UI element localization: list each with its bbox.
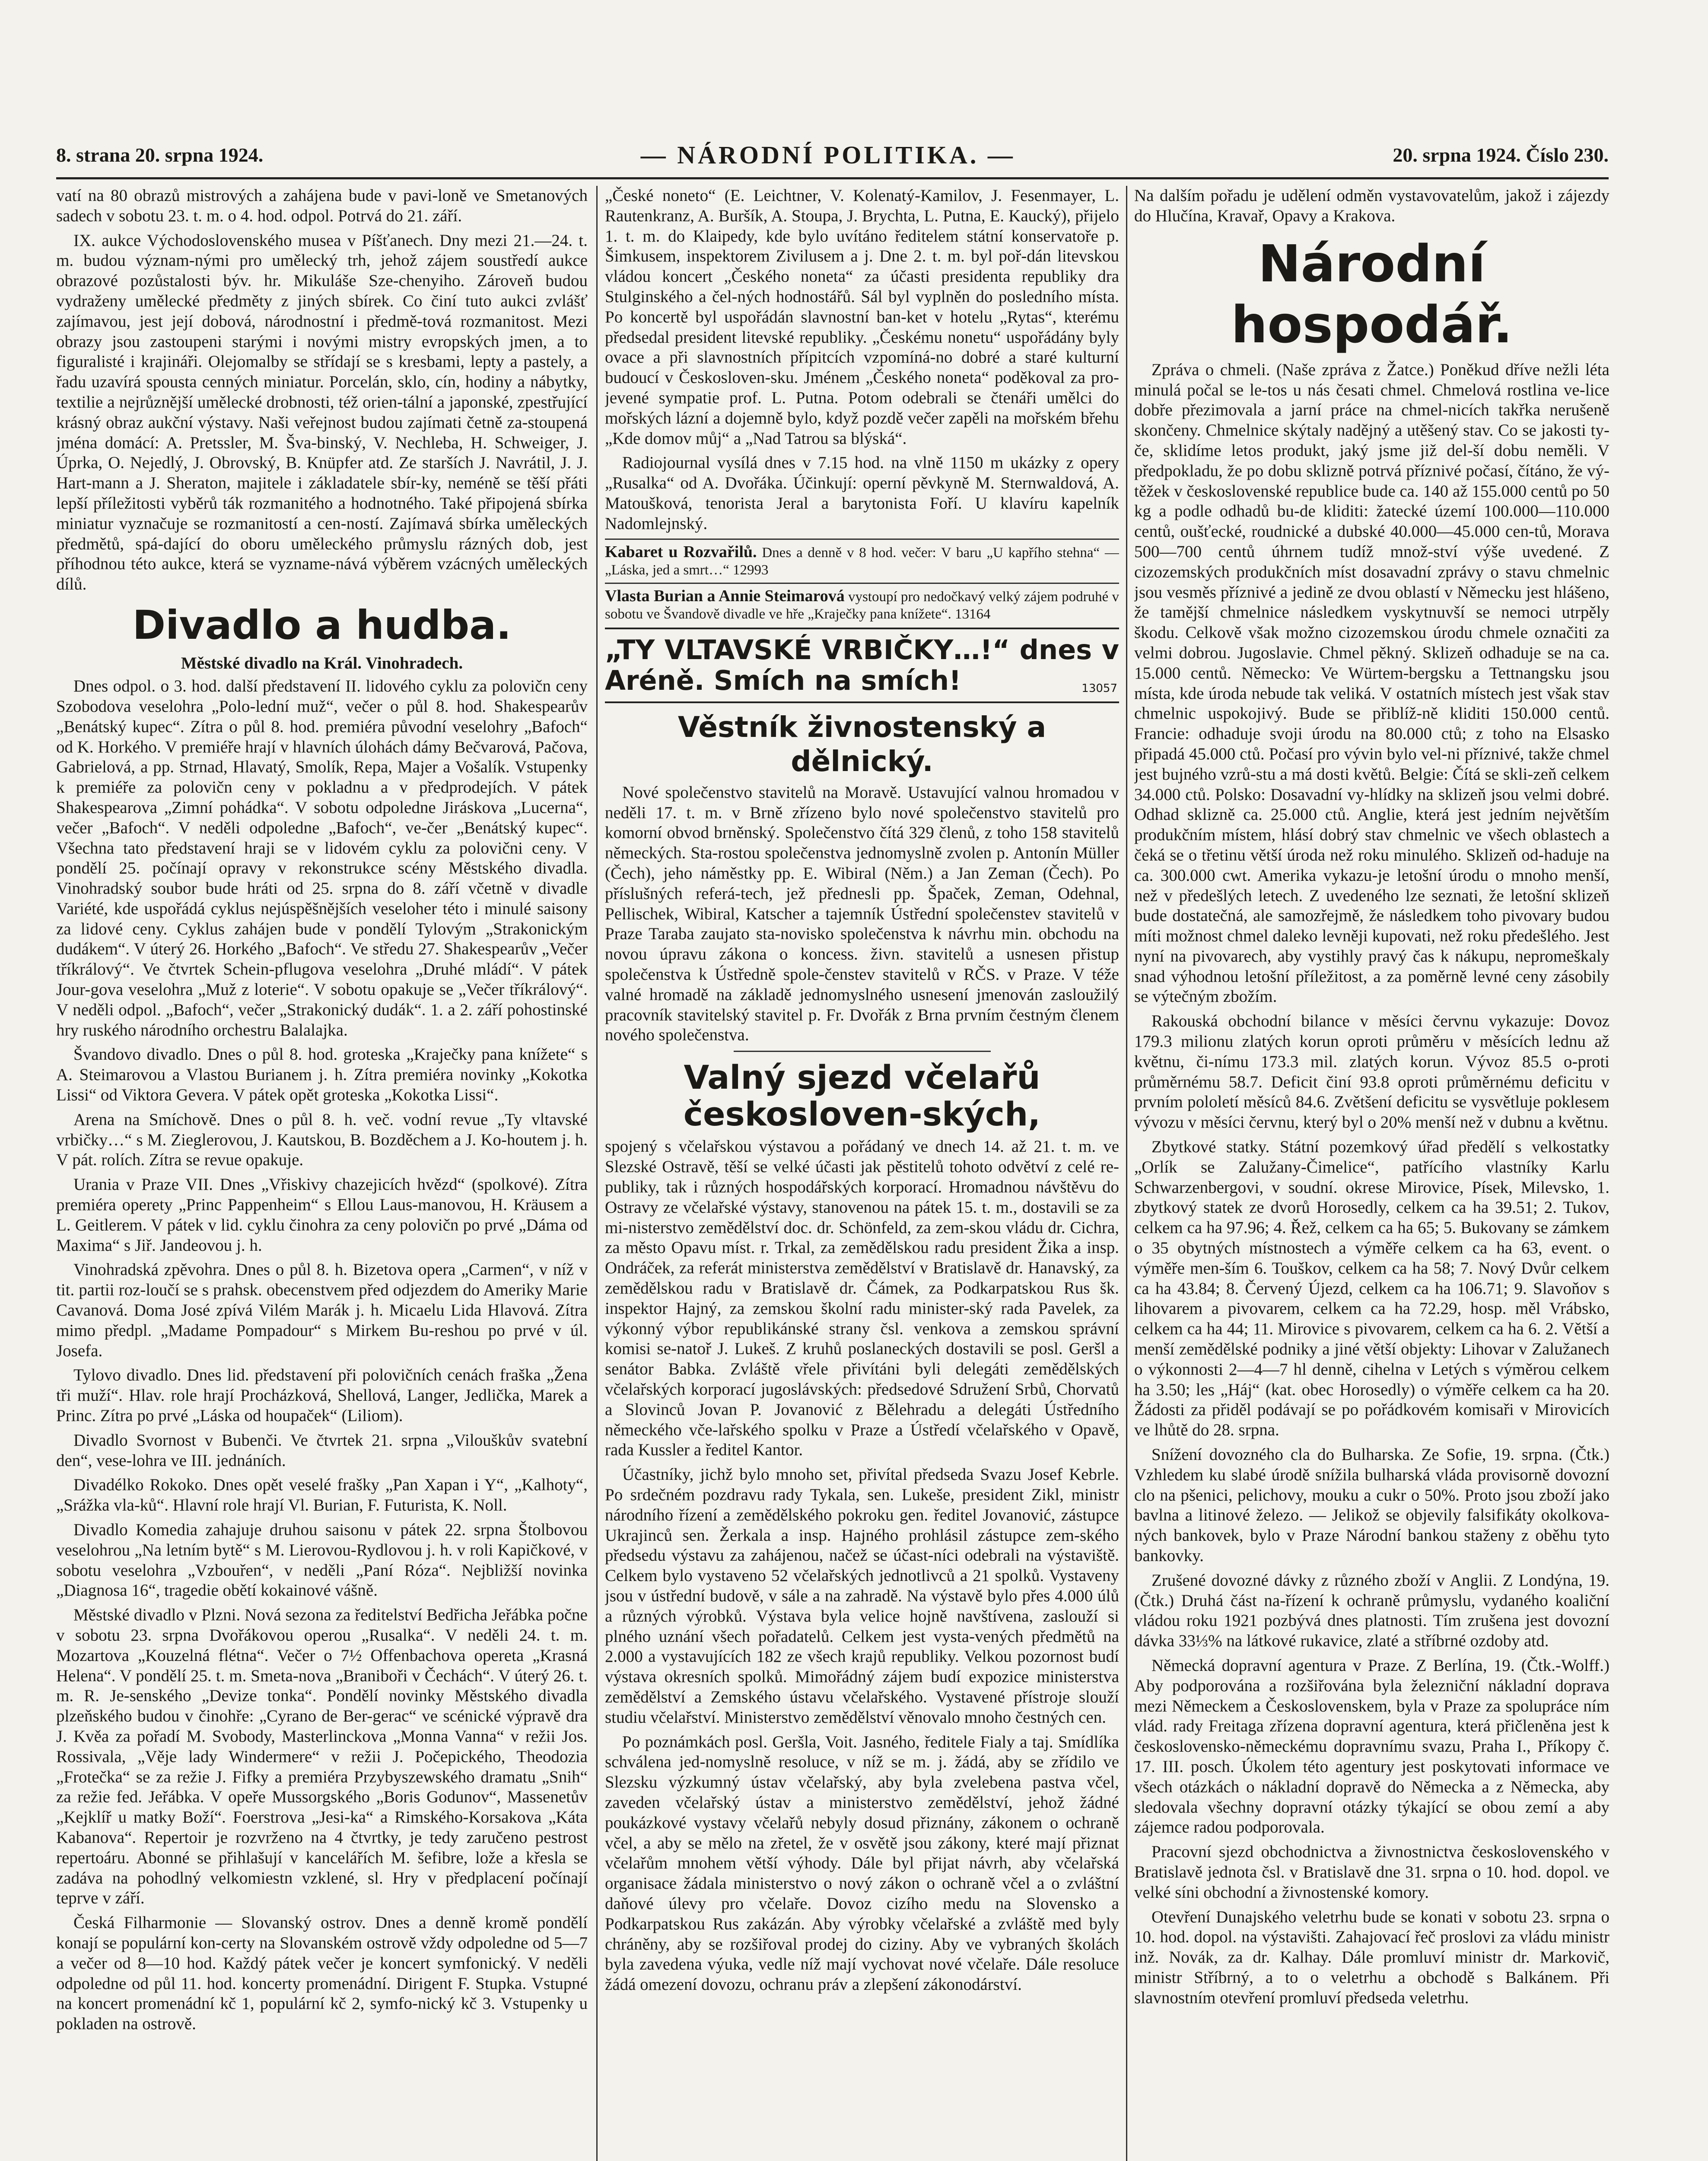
article-sjezd-body: spojený s včelařskou výstavou a pořádaný ve dnech 14. až 21. t. m. ve Slezské Ostravě, těší se velké účasti jak pěstitelů tohoto odvětví z celé re-publiky, tak i různých hospodářských korporací. Hromadnou návštěvu do Ostravy ze včelařské výstavy, stanovenou na pátek 15. t. m., dostavili se za mi-nisterstvo zemědělství doc. dr. Schönfeld, za zem-skou vládu dr. Cichra, za město Opavu míst. r. Trkal, za zemědělskou radu president Žika a insp. Ondráček, za referát ministerstva zemědělství v Bratislavě dr. Hanavský, za zemědělskou radu v Bratislavě dr. Čámek, za Podkarpatskou Rus šk. inspektor Hajný, za zemskou školní radu minister-ský rada Pavelek, za výkonný výbor republikánské strany čsl. venkova a zemskou správní komisi se-natoř J. Lukeš. Z kruhů poslaneckých dostavili se posl. Geršl a senátor Babka. Zvláště vřele přivítáni byli delegáti zemědělských včelařských korporací jugoslávských: předsedové Sdružení Srbů, Chorvatů a Slovinců Jovan P. Jovanović z Bělehradu a delegáti Ústředního německého vče-lařského spolku v Praze a Ústředí včelařského v Opavě, rada Kussler a ředitel Kantor. [605, 1137, 1119, 1460]
column-divider [596, 186, 598, 2161]
article-anglie: Zrušené dovozné dávky z různého zboží v Anglii. Z Londýna, 19. (Čtk.) Druhá část na-řízení k ochraně průmyslu, vydaného koaliční vládou roku 1921 pozbývá dnes platnosti. Tím zrušena jest dovozní dávka 33⅓% na látkové rukavice, zlaté a stříbrné ozdoby atd. [1134, 1571, 1609, 1651]
column-right [1134, 186, 1609, 2161]
column-middle [605, 186, 1119, 2161]
banner-text: „TY VLTAVSKÉ VRBIČKY…!“ dnes v Aréně. Smích na smích! [605, 634, 1119, 697]
advert-number: 13164 [955, 606, 991, 622]
article-bulharsko: Snížení dovozného cla do Bulharska. Ze Sofie, 19. srpna. (Čtk.) Vzhledem ku slabé úrodě snížila bulharská vláda provisorně dovozní clo na pšenici, pelichovy, mouku a cukr o 50%. Proto jsou zboží jako bavlna a litinové železo. — Jelikož se objevily falsifikáty okolkova-ných bankovek, bylo v Praze Národní bankou staženy z oběhu tyto bankovky. [1134, 1445, 1609, 1565]
section-title-vestnik: Věstník živnostenský a dělnický. [677, 710, 1046, 778]
article-komedia: Divadlo Komedia zahajuje druhou saisonu v pátek 22. srpna Štolbovou veselohrou „Na letním bytě“ s M. Lierovou-Rydlovou j. h. v roli Kapičkové, v sobotu veselohra „Vzbouřen“, v neděli „Paní Róza“. Nejbližší novinka „Diagnosa 16“, tragedie obětí kokainové vášně. [56, 1520, 588, 1600]
article-arena-smichov: Arena na Smíchově. Dnes o půl 8. h. več. vodní revue „Ty vltavské vrbičky…“ s M. Zieglerovou, J. Kautskou, B. Bozděchem a J. Ko-houtem j. h. V pát. rolích. Zítra se revue opakuje. [56, 1110, 588, 1170]
advert-kabaret-title: Kabaret u Rozvařilů. [605, 542, 757, 561]
section-title-theatre: Divadlo a hudba. [132, 602, 512, 648]
article-pracovni-sjezd: Pracovní sjezd obchodnictva a živnostnictva československého v Bratislavě jednota čsl. v Bratislavě dne 31. srpna o 10. hod. dopol. ve velké síni obchodní a živnostenské komory. [1134, 1842, 1609, 1902]
article-rakouska-bilance: Rakouská obchodní bilance v měsíci červnu vykazuje: Dovoz 179.3 milionu zlatých korun oproti průměru v měsících lednu až květnu, či-nímu 173.3 mil. zlatých korun. Vývoz 85.5 o-proti průměrnému 58.7. Deficit činí 93.8 oproti průměrnému deficitu v prvním pololetí měsíců 84.6. Zvětšení deficitu se vysvětluje poklesem vývozu v měsíci červnu, který byl o 20% menší než v dubnu a květnu. [1134, 1012, 1609, 1132]
article-dopravni-agentura: Německá dopravní agentura v Praze. Z Berlína, 19. (Čtk.-Wolff.) Aby podporována a rozšiřována byla železniční nákladní doprava mezi Německem a Československem, byla v Praze za spolupráce ním vlád. rady Freitaga zřízena dopravní agentura, která přičleněna jest k československo-německému dopravnímu svazu, Praha I., Příkopy č. 17. III. posch. Úkolem této agentury jest poskytovati informace ve všech otázkách o nákladní dopravě do Německa a z Německa, aby sledovala všechny dopravní otázky týkající se obou zemí a aby zájemce radou podporovala. [1134, 1656, 1609, 1837]
advert-number: 12993 [732, 562, 769, 578]
advert-burian-text: vystoupí pro nedočkavý velký zájem podruhé v sobotu ve Švandově divadle ve hře „Kraječky pana knížete“. [605, 589, 1119, 622]
article-sjezd-ucastnici: Účastníky, jichž bylo mnoho set, přivítal předseda Svazu Josef Kebrle. Po srdečném pozdravu rady Tykala, sen. Lukeše, president Zikl, ministr národního řízení a zemědělského pokroku gen. ředitel Jovanović, zástupce Ukrajinců sen. Žerkala a insp. Hajného prohlásil zástupce zem-ského předsedu výstavu za zahájenou, načež se účast-níci odebrali na výstaviště. Celkem bylo vystaveno 52 včelařských jednotlivců a 21 spolků. Vystaveny jsou v ústřední budově, v sále a na zahradě. Na výstavě bylo přes 4.000 úlů a různých výrobků. Výstava byla velice hojně navštívena, zaslouží si plného uznání všech pořadatelů. Celkem jest vysta-vených předmětů na 2.000 a vystavujících 182 ze všech krajů republiky. Velkou pozornost budí výstava okresních spolků. Mimořádný zájem budí expozice ministerstva zemědělství a Zemského ústavu včelařského. Vystavené přístroje slouží studiu včelařství. Ministerstvo zemědělství věnovalo mnoho čestných cen. [605, 1465, 1119, 1727]
article-svandovo: Švandovo divadlo. Dnes o půl 8. hod. groteska „Kraječky pana knížete“ s A. Steimarovou a Vlastou Burianem j. h. Zítra premiéra novinky „Kokotka Lissi“ od Viktora Gevera. V pátek opět groteska „Kokotka Lissi“. [56, 1045, 588, 1105]
advert-burian [605, 583, 1119, 623]
article-museum-auction: IX. aukce Východoslovenského musea v Píšťanech. Dny mezi 21.—24. t. m. budou význam-nými pro umělecký trh, jehož zájem soustředí aukce obrazové pozůstalosti býv. hr. Mikuláše Sze-chenyiho. Zároveň budou vydraženy umělecké předměty z jiných sbírek. Co činí tuto aukci zvlášť zajímavou, jest její dobová, národnostní i předmě-tová rozmanitost. Mezi obrazy jsou zastoupeni starými i novými mistry evropských jmen, a to figuralisté i krajináři. Olejomalby se střídají se s kresbami, lepty a pastely, a řadu uzavírá spousta cenných miniatur. Porcelán, sklo, cín, hodiny a nábytky, textilie a nejrůznější umělecké drobnosti, též orien-tální a japonské, zpestřující krásný obraz aukční výstavy. Naši veřejnost budou zajímati četně za-stoupená jména domácí: A. Pretssler, M. Šva-binský, V. Nechleba, H. Schweiger, J. Úprka, O. Nejedlý, J. Obrovský, B. Knüpfer atd. Ze starších J. Navrátil, J. J. Hart-mann a J. Sheraton, majitele i základatele sbír-ky, neméně se těší přáti lepší příležitosti vyběrů ták rozmanitého a hodnotného. Také připojená sbírka miniatur vyznačuje se rozmanitostí a cen-ností. Zajímavá sbírka uměleckých předmětů, spá-dající do oboru uměleckého průmyslu rázných dob, jest příhodnou této aukce, která se vyzname-nává výběrem vzácných uměleckých dílů. [56, 231, 588, 594]
article-dunajsky-veletrh: Otevření Dunajského veletrhu bude se konati v sobotu 23. srpna o 10. hod. dopol. na výstavišti. Zahajovací řeč proslovi za vládu ministr inž. Novák, za dr. Kalhay. Dále promluví ministr dr. Markovič, ministr Stříbrný, a to o veletrhu a obchodě s Balkánem. Při slavnostním otevření promluví předseda veletrhu. [1134, 1907, 1609, 2007]
column-left [56, 186, 588, 2161]
article-rokoko: Divadélko Rokoko. Dnes opět veselé frašky „Pan Xapan i Y“, „Kalhoty“, „Srážka vla-ků“. Hlavní role hrají Vl. Burian, F. Futurista, K. Noll. [56, 1476, 588, 1515]
divider [734, 1051, 991, 1052]
advert-banner-vrbicky [605, 628, 1119, 703]
column-divider [1126, 186, 1127, 2161]
section-title-hospodar: Národní hospodář. [1231, 233, 1513, 355]
article-chmel: Zpráva o chmeli. (Naše zpráva z Žatce.) Poněkud dříve nežli léta minulá počal se le-tos u nás česati chmel. Chmelová rostlina ve-lice dobře přezimovala a jarní práce na chmel-nicích takřka nerušeně skončeny. Chmelnice skýtaly nadějný a utěšený stav. Co se jakosti ty-če, sklidíme letos produkt, jaký jsme již del-ší dobu neměli. V předpokladu, že po dobu sklizně potrvá příznivé počasí, čítáno, že vý-těžek v československé republice bude ca. 140 až 155.000 centů po 50 kg a podle odhadů bu-de kliditi: žatecké území 100.000—110.000 centů, oušťecké, roudnické a dubské 40.000—45.000 cen-tů, Morava 500—700 centů úhrnem tudíž množ-ství výše uvedené. Z cizozemských produkčních míst dosavadní zprávy o stavu chmelnic jsou vesměs příznivé a jedině ze dvou oblastí v Německu jest hlášeno, že tamější chmelnice následkem vyskytnuvší se nemoci utrpěly škodu. Celkově však možno cizozemskou úrodu chmele označiti za velmi dobrou. Jugoslavie. Chmel pěkný. Sklizeň odhaduje se na ca. 15.000 centů. Německo: Ve Würtem-bergsku a Tettnangsku jsou místa, kde úroda nebude tak veliká. V ostatních místech jest však stav chmelnic uspokojivý. Bude se přiblíž-ně kliditi 150.000 centů. Francie: odhaduje svoji úrodu na 80.000 ctů; z toho na Elsasko připadá 45.000 ctů. Počasí pro vývin bylo vel-ni příznivé, takže chmel jest bujného vzrů-stu a má dosti květů. Belgie: Čítá se skli-zeň celkem 34.000 ctů. Polsko: Dosavadní vy-hlídky na sklizeň jsou velmi dobré. Odhad sklizně ca. 25.000 ctů. Anglie, která jest jedním největším produkčním místem, hlásí dobrý stav chmelnic ve všech oblastech a čeká se o třetinu větší úroda než roku minulého. Sklizeň od-haduje na ca. 300.000 cwt. Amerika vykazu-je letošní úrodu o mnoho menší, než v předešlých letech. Z uvedeného lze seznati, že letošní sklizeň bude dostatečná, ale samozřejmě, že následkem toho pivovary budou míti možnost chmel daleko levněji kupovati, než roku předešlého. Jest nyní na pivovarech, aby vystihly pravý čas k nákupu, nepromeškaly snad výhodnou letošní příležitost, a za poměrně levné ceny zásobily se výtečným zbožím. [1134, 360, 1609, 1006]
subheading-vinohrady: Městské divadlo na Král. Vinohradech. [181, 654, 463, 673]
header-date-left: 8. strana 20. srpna 1924. [56, 143, 264, 166]
page-header [56, 137, 1609, 172]
article-tylovo: Tylovo divadlo. Dnes lid. představení při polovičních cenách fraška „Žena tři muží“. Hlav. role hrají Procházková, Shellová, Langer, Jedlička, Marek a Princ. Zítra po prvé „Láska od houpaček“ (Liliom). [56, 1366, 588, 1425]
advert-number: 13057 [1081, 682, 1117, 695]
advert-kabaret-text: Dnes a denně v 8 hod. večer: V baru „U kapřího stehna“ — „Láska, jed a smrt…“ [605, 545, 1119, 578]
article-vinohrady: Dnes odpol. o 3. hod. další představení II. lidového cyklu za polovičn ceny Szobodova veselohra „Polo-lední muž“, večer o půl 8. hod. Shakespearův „Benátský kupec“. Zítra o půl 8. hod. premiéra původní veselohry „Bafoch“ od K. Horkého. V premiéře hrají v hlavních úlohách dámy Bečvarová, Pačova, Gabrielová, a pp. Strnad, Hlavatý, Smolík, Repa, Majer a Vošalík. Vstupenky k premiéře za polovičn ceny v pokladnu a v předprodejích. V pátek Shakespearova „Zimní pohádka“. V sobotu odpoledne Jiráskova „Lucerna“, večer „Bafoch“. V neděli odpoledne „Bafoch“, ve-čer „Benátský kupec“. Všechna tato představení hraji se v lidovém cyklu za polovični ceny. V pondělí 25. počínají opravy v rekonstrukce scény Městského divadla. Vinohradský soubor bude hráti od 25. srpna do 8. září včetně v divadle Variété, kde uspořádá cyklus nejúspěšnějších veseloher této i minulé saisony za lidové ceny. Cyklus zahájen bude v pondělí Tylovým „Strakonickým dudákem“. V úterý 26. Horkého „Bafoch“. Ve středu 27. Shakespearův „Večer tříkrálový“. Ve čtvrtek Schein-pflugova veselohra „Druhé mládí“. V pátek Jour-gova veselohra „Muž z loterie“. V sobotu opakuje se „Večer tříkrálový“. V neděli odpol. „Bafoch“, večer „Strakonický dudák“. 1. a 2. září pohostinské hry ruského národního orchestru Balalajka. [56, 677, 588, 1039]
article-intro: vatí na 80 obrazů mistrových a zahájena bude v pavi-loně ve Smetanových sadech v sobotu 23. t. m. o 4. hod. odpol. Potrvá do 21. září. [56, 186, 588, 225]
article-plzen: Městské divadlo v Plzni. Nová sezona za ředitelství Bedřicha Jeřábka počne v sobotu 23. srpna Dvořákovou operou „Rusalka“. V neděli 24. t. m. Mozartova „Kouzelná flétna“. Večer o 7½ Offenbachova opereta „Krasná Helena“. V pondělí 25. t. m. Smeta-nova „Braniboři v Čechách“. V úterý 26. t. m. R. Je-senského „Devize tonka“. Pondělí novinky Městského divadla plzeňského budou v činohře: „Cyrano de Ber-gerac“ ve scénické výpravě dra J. Kvěa za pořadí M. Svobody, Masterlinckova „Monna Vanna“ v režii Jos. Rossivala, „Věje lady Windermere“ v režii J. Počepického, Theodozia „Frotečka“ se za režie J. Fifky a premiéra Przybyszewského dramatu „Snih“ za režie fed. Jeřábka. V opeře Mussorgského „Boris Godunov“, Massenetův „Kejklíř u matky Boží“. Foerstrova „Jesi-ka“ a Rimského-Korsakova „Káta Kabanova“. Repertoir je rozvrženo na 4 čtvrtky, je tedy zaručeno pestrost repertoáru. Abonné se přihlašují v kancelářích M. šefibre, lože a křesla se zadáva na pohodlný velkomiestn vzklené, sl. Hry v předplacení počínají teprve v září. [56, 1606, 588, 1908]
article-title-sjezd: Valný sjezd včelařů českosloven-ských, [683, 1058, 1041, 1134]
article-svornost: Divadlo Svornost v Bubenči. Ve čtvrtek 21. srpna „Vilouškův svatební den“, vese-lohra ve III. jednáních. [56, 1431, 588, 1470]
advert-burian-title: Vlasta Burian a Annie Steimarová [605, 586, 845, 605]
article-urania: Urania v Praze VII. Dnes „Vřiskivy chazejicích hvězd“ (spolkové). Zítra premiéra operety „Princ Pappenheim“ s Ellou Laus-manovou, H. Kräusem a L. Geitlerem. V pátek v lid. cyklu činohra za ceny polovičn po prvé „Dáma od Maxima“ s Jiř. Jandeovou j. h. [56, 1175, 588, 1255]
article-continuation: Na dalším pořadu je udělení odměn vystavovatelům, jakož i zájezdy do Hlučína, Kravař, Opavy a Krakova. [1134, 186, 1609, 225]
article-zbytkove-statky: Zbytkové statky. Státní pozemkový úřad předělí s velkostatky „Orlík se Zalužany-Čimelice“, patřícího vlastníky Karlu Schwarzenbergovi, v soudní. okrese Mirovice, Písek, Milevsko, 1. zbytkový statek ze dvorů Horosedly, celkem ca ha 39.51; 2. Tukov, celkem ca ha 97.96; 4. Řež, celkem ca ha 65; 5. Bukovany se zámkem o 35 obytných místnostech a výměře celkem ca ha 63, event. o výměře men-ším 6. Touškov, celkem ca ha 58; 7. Nový Dvůr celkem ca ha 43.84; 8. Červený Újezd, celkem ca ha 106.71; 9. Slavoňov s lihovarem a pivovarem, celkem ca ha 72.29, hosp. měl Vrábsko, celkem ca ha 44; 11. Mirovice s pivovarem, celkem ca ha 6. 2. Větší a menší zemědělské podniky a jiné větší objekty: Lihovar v Zalužanech o výkonnosti 2—4—7 hl denně, cihelna v Letých s výměrou celkem ha 3.50; les „Háj“ (kat. obec Horosedly) o výměře celkem ca ha 20. Žádosti za přiděl podávají se po pořádkovém komisaři v Mirovicích ve lhůtě do 28. srpna. [1134, 1138, 1609, 1440]
article-sjezd-resoluce: Po poznámkách posl. Geršla, Voit. Jasného, ředitele Fialy a taj. Smídlíka schválena jed-nomyslně resoluce, v níž se m. j. žádá, aby se zřídilo ve Slezsku výzkumný ústav včelařský, aby byla zvelebena pastva včel, zaveden včelařský ústav a ministerstvo zemědělství, jehož žádné poukázkové vystavy včelařů nebyly dosud přiznány, zákonem o ochraně včel, a aby se mělo na zřetel, že v osvětě jsou zákony, které mají přiznat včelařům mnohem větší výhody. Dále byl přijat návrh, aby včelařská organisace žádala ministerstvo o nový zákon o ochraně včel a o zvláštní daňové úlevy pro včelaře. Dovoz cizího medu na Slovensko a Podkarpatskou Rus zakázán. Aby výrobky včelařské a zvláště med byly chráněny, aby se rozšiřoval prodej do ciziny. Aby ve vybraných školách byla zavedena výuka, vedle níž mají vychovat nové včelaře. Dále resoluce žádá omezení dovozu, ochranu práv a zlepšení zákonodárství. [605, 1732, 1119, 1994]
masthead-title: — NÁRODNÍ POLITIKA. — [640, 140, 1015, 169]
article-vinohradska-zpevohra: Vinohradská zpěvohra. Dnes o půl 8. h. Bizetova opera „Carmen“, v níž v tit. partii roz-loučí se s prahsk. obecenstvem před odjezdem do Ameriky Marie Cavanová. Doma José zpívá Vilém Marák j. h. Micaelu Lida Hlavová. Zítra mimo předpl. „Madame Pompadour“ s Mirkem Bu-reshou po prvé v úl. Josefa. [56, 1260, 588, 1360]
article-ceske-noneto: „České noneto“ (E. Leichtner, V. Kolenatý-Kamilov, J. Fesenmayer, L. Rautenkranz, A. Buršík, A. Stoupa, J. Brychta, L. Putna, E. Kaucký), přijelo 1. t. m. do Klaipedy, kde bylo uvítáno ředitelem státní konservatoře p. Šimkusem, inspektorem Zivilusem a j. Dne 2. t. m. byl poř-dán litevskou vládou koncert „Českého noneta“ za účasti presidenta republiky dra Stulginského a čel-ných hodnostářů. Sál byl vyplněn do posledního místa. Po koncertě byl uspořádán slavnostní ban-ket v hotelu „Rytas“, kterému předsedal president litevské republiky. „Českému nonetu“ uspořádány byly ovace a při slavnostních přípitcích vzpomíná-no dobré a staré kulturní budoucí v Českosloven-sku. Jménem „Českého noneta“ poděkoval za pro-jevené sympatie prof. L. Putna. Potom odebrali se čtenáři umělci do mořských lázní a dojemně bylo, když pozdě večer zapěli na mořském břehu „Kde domov můj“ a „Nad Tatrou sa blýská“. [605, 186, 1119, 448]
header-rule [56, 177, 1609, 179]
article-stavitele: Nové společenstvo stavitelů na Moravě. Ustavující valnou hromadou v neděli 17. t. m. v Brně zřízeno bylo nové společenstvo stavitelů pro komorní obvod brněnský. Společenstvo čítá 329 členů, z toho 158 stavitelů německých. Sta-rostou společenstva jednomyslně zvolen p. Antonín Müller (Čech), jeho náměstky pp. E. Wibiral (Něm.) a Jan Zeman (Čech). Po příslušných referá-tech, jež přednesli pp. Špaček, Zeman, Odehnal, Pellischek, Wibiral, Katscher a tajemník Ústřední společenstev stavitelů v Praze Taraba zaujato sta-novisko společenstva k návrhu min. obchodu na novou úpravu zákona o koncess. živn. stavitelů a usnesen přistup společenstva k Ústředně spole-čenstev stavitelů v RČS. v Praze. V téže valné hromadě na základě jednomyslného usnesení jmenován zasloužilý pracovník stavitelský stavitel p. Fr. Dvořák z Brna prvním čestným členem nového společenstva. [605, 783, 1119, 1045]
header-date-issue: 20. srpna 1924. Číslo 230. [1393, 143, 1609, 166]
article-filharmonie: Česká Filharmonie — Slovanský ostrov. Dnes a denně kromě pondělí konají se populární kon-certy na Slovanském ostrově vždy odpoledne od 5—7 a večer od 8—10 hod. Každý pátek večer je koncert symfonický. V neděli odpoledne od půl 11. hod. koncerty promenádní. Dirigent F. Stupka. Vstupné na koncert promenádní kč 1, populární kč 2, symfo-nický kč 3. Vstupenky u pokladen na ostrově. [56, 1913, 588, 2034]
article-radiojournal: Radiojournal vysílá dnes v 7.15 hod. na vlně 1150 m ukázky z opery „Rusalka“ od A. Dvořáka. Účinkují: operní pěvkyně M. Sternwaldová, A. Matoušková, tenorista Jeral a barytonista Foří. U klavíru kapelník Nadomlejnský. [605, 453, 1119, 533]
advert-kabaret [605, 539, 1119, 579]
